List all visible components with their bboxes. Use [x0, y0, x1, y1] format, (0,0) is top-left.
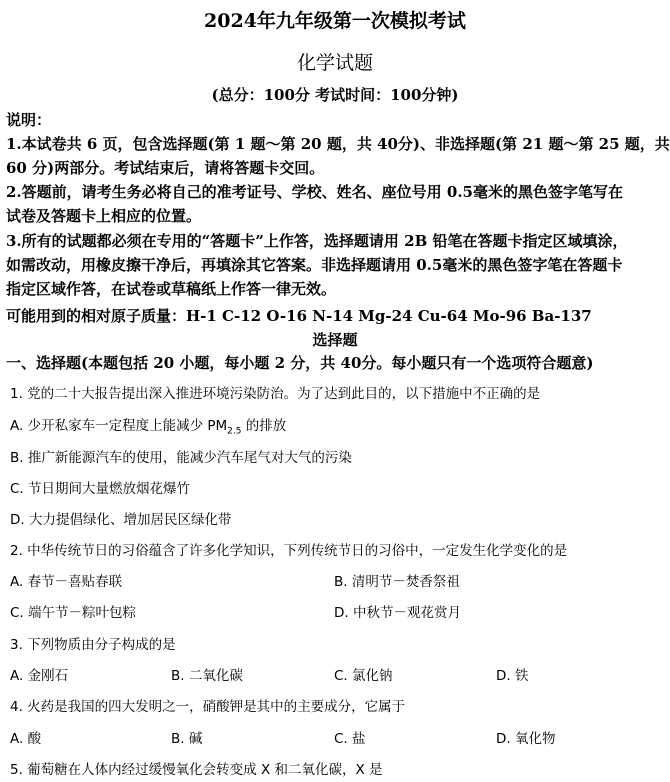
q3-option-c: C. 氯化钠 — [334, 668, 393, 684]
q3-option-b: B. 二氧化碳 — [171, 668, 243, 684]
note-1-line-1: 1.本试卷共 6 页，包含选择题(第 1 题～第 20 题，共 40分)、非选择题(第 21 题～第 25 题，共 — [6, 135, 670, 153]
q1-stem: 1. 党的二十大报告提出深入推进环境污染防治。为了达到此目的，以下措施中不正确的是 — [10, 386, 541, 402]
note-1-line-2: 60 分)两部分。考试结束后，请将答题卡交回。 — [6, 159, 325, 177]
atomic-masses: 可能用到的相对原子质量：H-1 C-12 O-16 N-14 Mg-24 Cu-64 Mo-96 Ba-137 — [6, 307, 592, 325]
q1-option-d: D. 大力提倡绿化、增加居民区绿化带 — [10, 512, 232, 528]
section-title: 选择题 — [312, 331, 358, 349]
q4-option-b: B. 碱 — [171, 731, 203, 747]
note-3-line-1: 3.所有的试题都必须在专用的“答题卡”上作答，选择题请用 2B 铅笔在答题卡指定区域填涂， — [6, 232, 628, 250]
q3-option-a: A. 金刚石 — [10, 668, 69, 684]
q2-option-c: C. 端午节－粽叶包粽 — [10, 605, 137, 621]
q5-stem: 5. 葡萄糖在人体内经过缓慢氧化会转变成 X 和二氧化碳，X 是 — [10, 762, 383, 778]
q3-stem: 3. 下列物质由分子构成的是 — [10, 637, 176, 653]
q3-option-d: D. 铁 — [496, 668, 529, 684]
note-3-line-3: 指定区域作答，在试卷或草稿纸上作答一律无效。 — [6, 280, 337, 298]
q4-stem: 4. 火药是我国的四大发明之一，硝酸钾是其中的主要成分，它属于 — [10, 699, 406, 715]
note-2-line-1: 2.答题前，请考生务必将自己的准考证号、学校、姓名、座位号用 0.5毫米的黑色签字笔写在 — [6, 183, 623, 201]
q2-stem: 2. 中华传统节日的习俗蕴含了许多化学知识，下列传统节日的习俗中，一定发生化学变化的是 — [10, 543, 568, 559]
note-3-line-2: 如需改动，用橡皮擦干净后，再填涂其它答案。非选择题请用 0.5毫米的黑色签字笔在答题卡 — [6, 256, 623, 274]
notes-heading: 说明： — [6, 111, 52, 129]
q2-option-d: D. 中秋节－观花赏月 — [334, 605, 461, 621]
q2-option-a: A. 春节－喜贴春联 — [10, 574, 123, 590]
q4-option-d: D. 氧化物 — [496, 731, 556, 747]
subject-title: 化学试题 — [296, 52, 373, 74]
q1-option-b: B. 推广新能源汽车的使用，能减少汽车尾气对大气的污染 — [10, 450, 352, 466]
q4-option-a: A. 酸 — [10, 731, 42, 747]
q4-option-c: C. 盐 — [334, 731, 366, 747]
q1-option-c: C. 节日期间大量燃放烟花爆竹 — [10, 481, 191, 497]
q1-option-a: A. 少开私家车一定程度上能减少 $PM_{2.5}$ 的排放 — [10, 418, 287, 437]
note-2-line-2: 试卷及答题卡上相应的位置。 — [6, 207, 202, 225]
exam-info: (总分：100分 考试时间：100分钟) — [211, 86, 459, 104]
q2-option-b: B. 清明节－焚香祭祖 — [334, 574, 460, 590]
exam-title: 2024年九年级第一次模拟考试 — [204, 10, 466, 32]
section-heading: 一、选择题(本题包括 20 小题，每小题 2 分，共 40分。每小题只有一个选项符合题意) — [6, 354, 594, 372]
